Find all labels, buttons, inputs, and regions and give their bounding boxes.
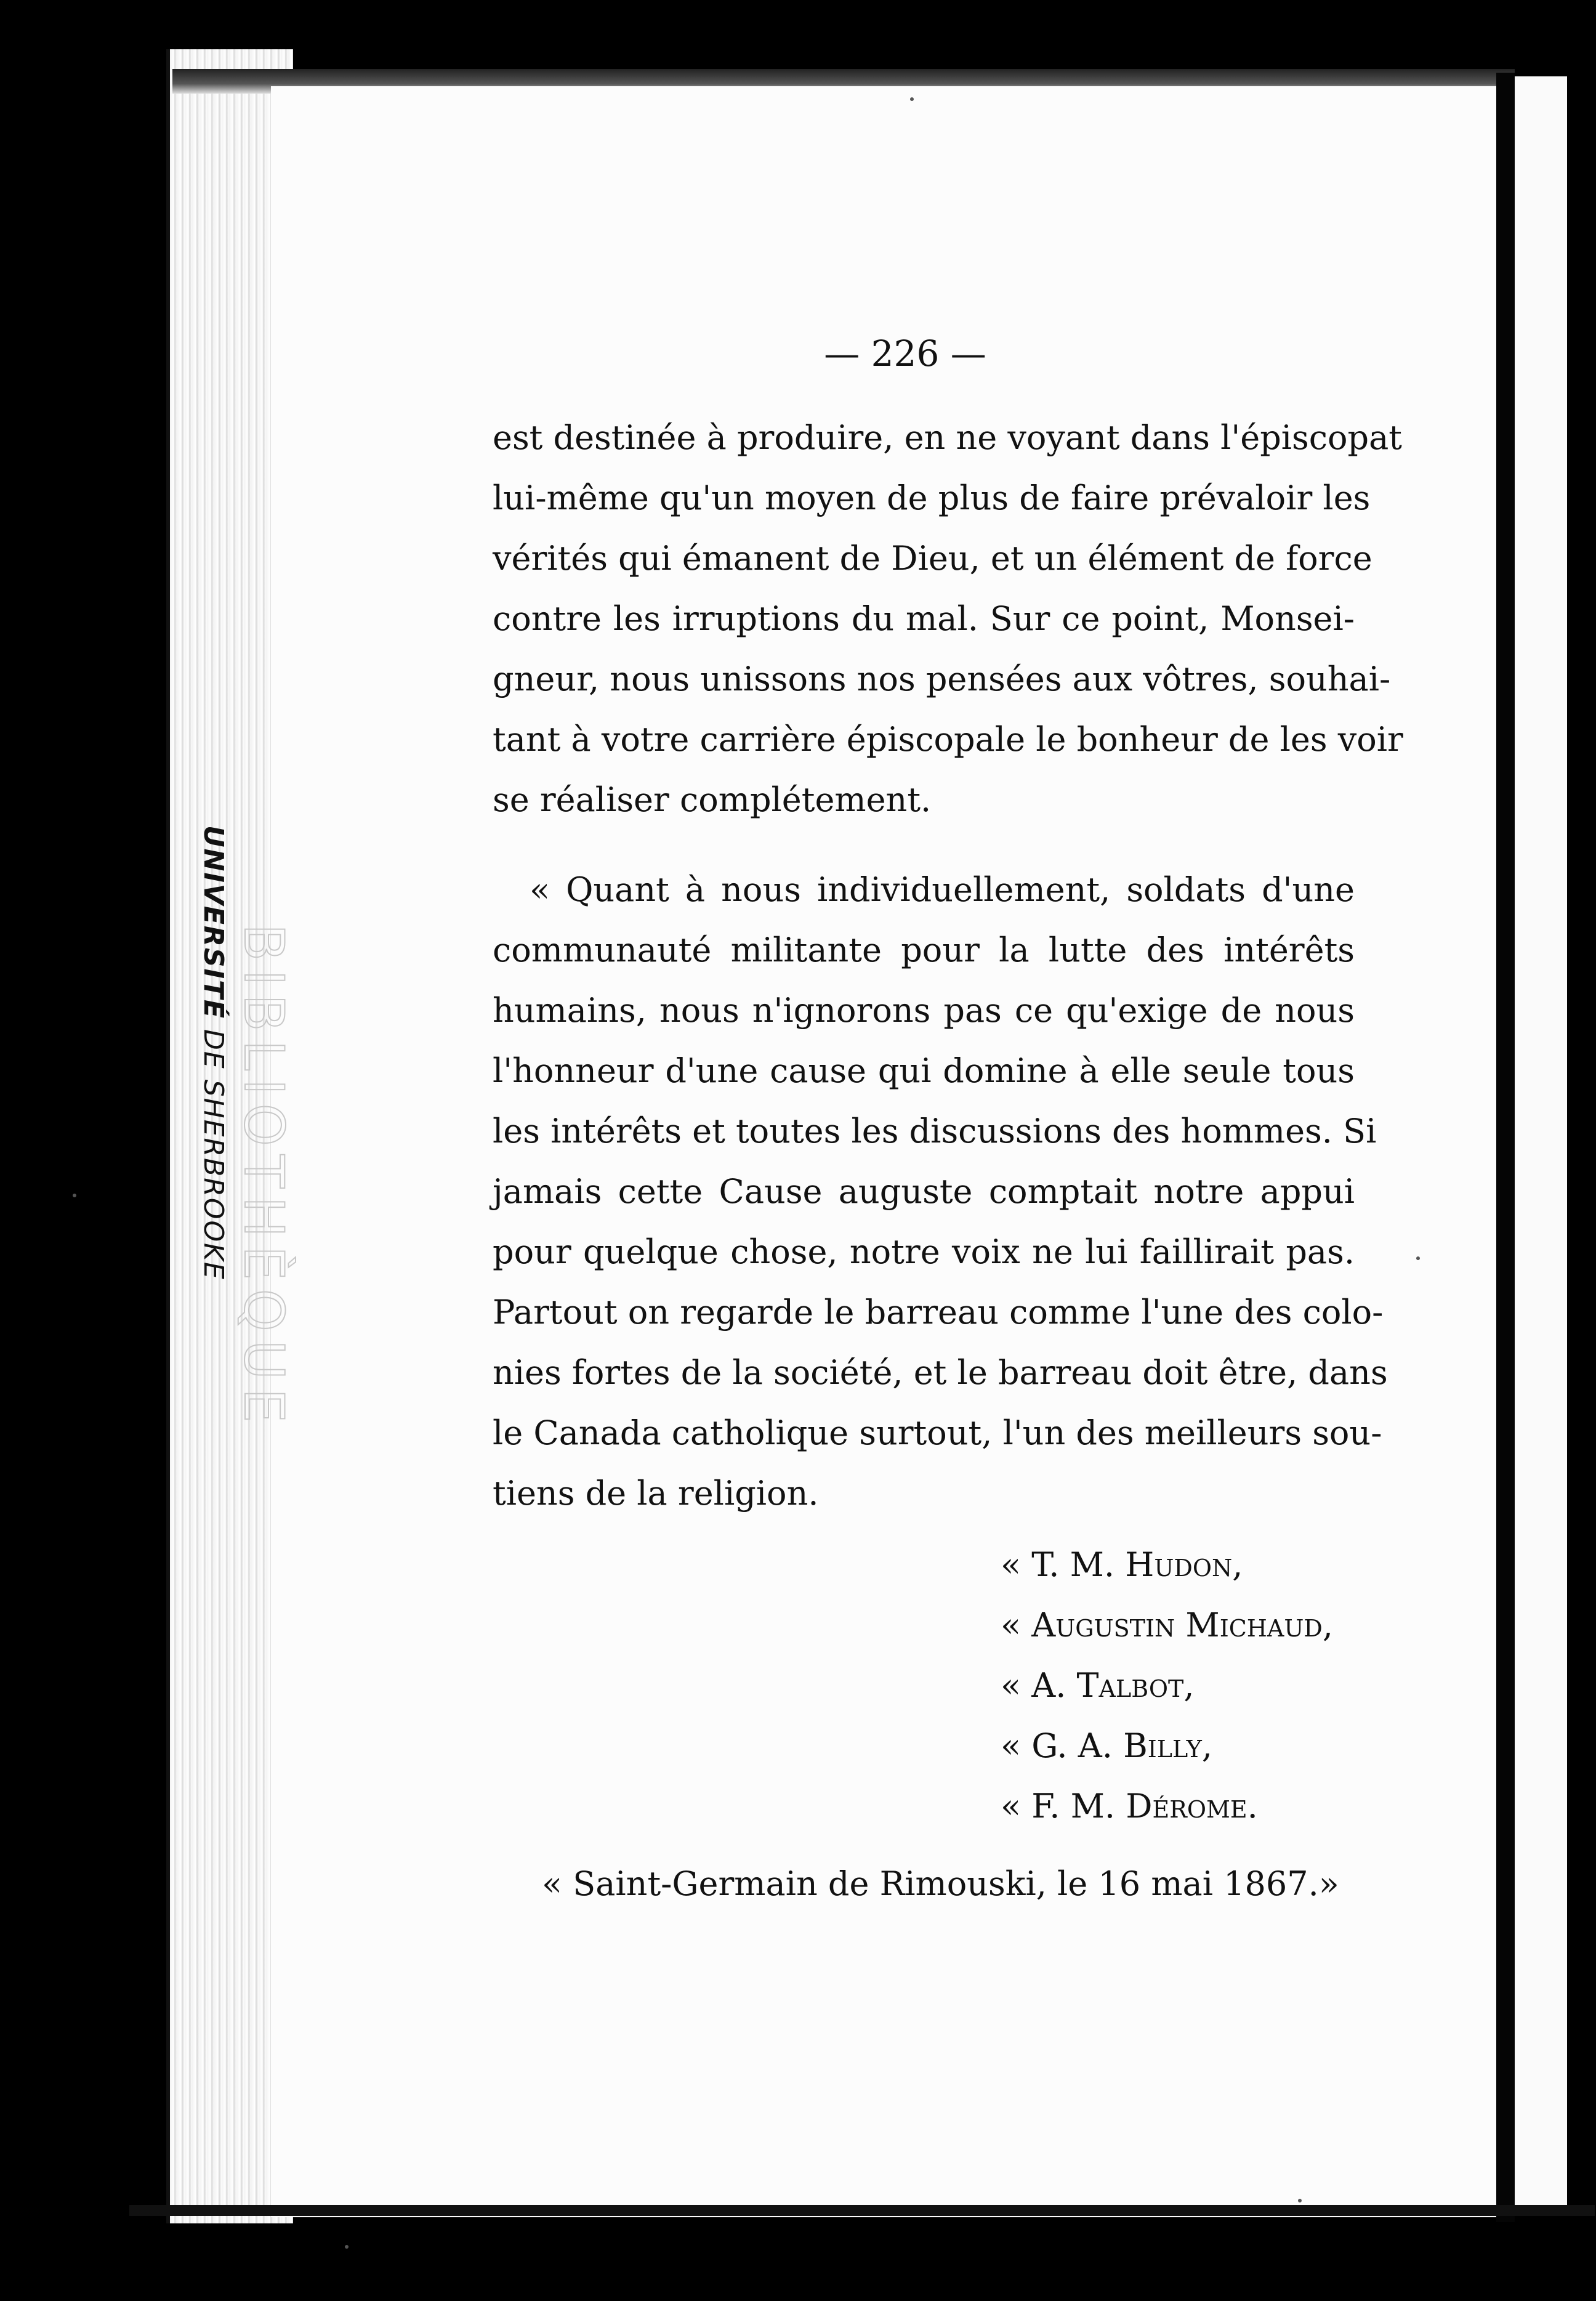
text-line: gneur, nous unissons nos pensées aux vôtres, souhai-: [493, 660, 1391, 698]
text-line: tiens de la religion.: [493, 1474, 819, 1513]
scan-speck: [345, 2245, 349, 2249]
faded-stamp-text: BIBLIOTHÈQUE: [232, 924, 296, 1431]
text-line: contre les irruptions du mal. Sur ce point, Monsei-: [493, 599, 1355, 638]
text-line: tant à votre carrière épiscopale le bonheur de les voir: [493, 720, 1403, 759]
text-line: jamais cette Cause auguste comptait notre appui: [493, 1172, 1355, 1211]
facing-page-edge: [1515, 76, 1567, 2214]
text-line: humains, nous n'ignorons pas ce qu'exige de nous: [493, 991, 1355, 1030]
signature-line: « T. M. Hudon,: [1001, 1545, 1243, 1584]
page-number: — 226 —: [824, 333, 986, 374]
book-gutter: [1496, 73, 1515, 2222]
text-line: lui-même qu'un moyen de plus de faire prévaloir les: [493, 479, 1371, 517]
text-line: pour quelque chose, notre voix ne lui faillirait pas.: [493, 1232, 1355, 1271]
stamp-de: DE: [198, 1029, 229, 1070]
text-line: Partout on regarde le barreau comme l'une des colo-: [493, 1293, 1384, 1332]
text-line: communauté militante pour la lutte des intérêts: [493, 931, 1355, 969]
text-line: les intérêts et toutes les discussions des hommes. Si: [493, 1112, 1377, 1150]
text-line: « Quant à nous individuellement, soldats d'une: [530, 870, 1355, 909]
text-line: se réaliser complétement.: [493, 780, 932, 819]
scan-speck: [73, 1194, 76, 1197]
signature-line: « G. A. Billy,: [1001, 1726, 1213, 1765]
text-line: l'honneur d'une cause qui domine à elle seule tous: [493, 1051, 1355, 1090]
text-line: est destinée à produire, en ne voyant dans l'épiscopat: [493, 418, 1402, 457]
text-line: vérités qui émanent de Dieu, et un élément de force: [493, 539, 1372, 578]
signature-block: [1001, 1535, 1432, 1837]
signature-line: « F. M. Dérome.: [1001, 1787, 1258, 1826]
stamp-institution: UNIVERSITÉ: [198, 825, 229, 1020]
scan-speck: [1298, 2199, 1302, 2202]
library-stamp: [192, 825, 229, 1293]
text-line: nies fortes de la société, et le barreau doit être, dans: [493, 1353, 1388, 1392]
signature-line: « Augustin Michaud,: [1001, 1606, 1334, 1644]
scan-speck: [910, 97, 914, 101]
scan-speck: [1416, 1256, 1420, 1260]
book-bottom-edge: [129, 2205, 1595, 2216]
library-stamp-text: [198, 825, 229, 1280]
body-text: [493, 408, 1403, 1524]
paragraph-gap: [493, 830, 1355, 860]
text-line: le Canada catholique surtout, l'un des meilleurs sou-: [493, 1413, 1382, 1452]
stamp-city: SHERBROOKE: [198, 1079, 229, 1280]
faded-library-stamp: [232, 924, 296, 1431]
closing-date-line: « Saint-Germain de Rimouski, le 16 mai 1867.»: [542, 1864, 1339, 1903]
signature-line: « A. Talbot,: [1001, 1666, 1195, 1705]
